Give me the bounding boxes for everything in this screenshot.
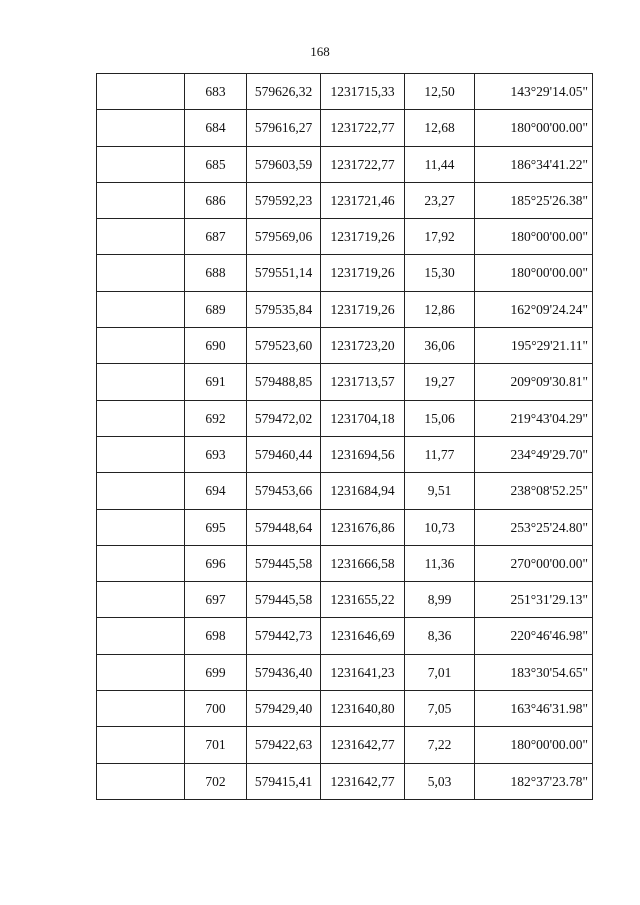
segment-length-cell: 12,68	[405, 110, 475, 146]
point-number-cell: 688	[185, 255, 247, 291]
blank-cell	[97, 328, 185, 364]
y-coordinate-cell: 1231713,57	[321, 364, 405, 400]
direction-angle-cell: 162°09'24.24"	[475, 291, 593, 327]
direction-angle-cell: 186°34'41.22"	[475, 146, 593, 182]
segment-length-cell: 11,77	[405, 436, 475, 472]
table-row	[97, 545, 593, 581]
blank-cell	[97, 545, 185, 581]
x-coordinate-cell: 579616,27	[247, 110, 321, 146]
x-coordinate-cell: 579535,84	[247, 291, 321, 327]
blank-cell	[97, 400, 185, 436]
blank-cell	[97, 255, 185, 291]
direction-angle-cell: 209°09'30.81"	[475, 364, 593, 400]
table-row	[97, 182, 593, 218]
blank-cell	[97, 74, 185, 110]
page-number: 168	[310, 44, 330, 59]
direction-angle-cell: 219°43'04.29"	[475, 400, 593, 436]
segment-length-cell: 7,22	[405, 727, 475, 763]
direction-angle-cell: 238°08'52.25"	[475, 473, 593, 509]
blank-cell	[97, 763, 185, 799]
y-coordinate-cell: 1231722,77	[321, 110, 405, 146]
segment-length-cell: 11,36	[405, 545, 475, 581]
y-coordinate-cell: 1231722,77	[321, 146, 405, 182]
point-number-cell: 691	[185, 364, 247, 400]
blank-cell	[97, 146, 185, 182]
point-number-cell: 686	[185, 182, 247, 218]
segment-length-cell: 8,36	[405, 618, 475, 654]
segment-length-cell: 19,27	[405, 364, 475, 400]
blank-cell	[97, 110, 185, 146]
direction-angle-cell: 251°31'29.13"	[475, 582, 593, 618]
x-coordinate-cell: 579592,23	[247, 182, 321, 218]
segment-length-cell: 8,99	[405, 582, 475, 618]
segment-length-cell: 7,01	[405, 654, 475, 690]
point-number-cell: 692	[185, 400, 247, 436]
direction-angle-cell: 180°00'00.00"	[475, 219, 593, 255]
segment-length-cell: 36,06	[405, 328, 475, 364]
x-coordinate-cell: 579472,02	[247, 400, 321, 436]
point-number-cell: 693	[185, 436, 247, 472]
y-coordinate-cell: 1231715,33	[321, 74, 405, 110]
table-row	[97, 219, 593, 255]
y-coordinate-cell: 1231719,26	[321, 255, 405, 291]
y-coordinate-cell: 1231694,56	[321, 436, 405, 472]
blank-cell	[97, 582, 185, 618]
table-row	[97, 255, 593, 291]
table-row	[97, 582, 593, 618]
segment-length-cell: 15,06	[405, 400, 475, 436]
direction-angle-cell: 180°00'00.00"	[475, 255, 593, 291]
y-coordinate-cell: 1231666,58	[321, 545, 405, 581]
x-coordinate-cell: 579551,14	[247, 255, 321, 291]
table-row	[97, 110, 593, 146]
x-coordinate-cell: 579488,85	[247, 364, 321, 400]
y-coordinate-cell: 1231723,20	[321, 328, 405, 364]
x-coordinate-cell: 579442,73	[247, 618, 321, 654]
x-coordinate-cell: 579603,59	[247, 146, 321, 182]
point-number-cell: 696	[185, 545, 247, 581]
direction-angle-cell: 253°25'24.80"	[475, 509, 593, 545]
blank-cell	[97, 654, 185, 690]
x-coordinate-cell: 579448,64	[247, 509, 321, 545]
segment-length-cell: 9,51	[405, 473, 475, 509]
segment-length-cell: 17,92	[405, 219, 475, 255]
y-coordinate-cell: 1231646,69	[321, 618, 405, 654]
table-row	[97, 691, 593, 727]
point-number-cell: 702	[185, 763, 247, 799]
blank-cell	[97, 291, 185, 327]
y-coordinate-cell: 1231642,77	[321, 763, 405, 799]
table-row	[97, 473, 593, 509]
direction-angle-cell: 270°00'00.00"	[475, 545, 593, 581]
blank-cell	[97, 219, 185, 255]
blank-cell	[97, 509, 185, 545]
blank-cell	[97, 364, 185, 400]
blank-cell	[97, 691, 185, 727]
point-number-cell: 695	[185, 509, 247, 545]
point-number-cell: 699	[185, 654, 247, 690]
table-row	[97, 436, 593, 472]
segment-length-cell: 15,30	[405, 255, 475, 291]
table-row	[97, 74, 593, 110]
blank-cell	[97, 618, 185, 654]
y-coordinate-cell: 1231640,80	[321, 691, 405, 727]
segment-length-cell: 5,03	[405, 763, 475, 799]
direction-angle-cell: 195°29'21.11"	[475, 328, 593, 364]
coordinates-table-body	[97, 74, 593, 800]
blank-cell	[97, 182, 185, 218]
direction-angle-cell: 180°00'00.00"	[475, 110, 593, 146]
x-coordinate-cell: 579460,44	[247, 436, 321, 472]
y-coordinate-cell: 1231655,22	[321, 582, 405, 618]
blank-cell	[97, 436, 185, 472]
segment-length-cell: 10,73	[405, 509, 475, 545]
x-coordinate-cell: 579626,32	[247, 74, 321, 110]
x-coordinate-cell: 579523,60	[247, 328, 321, 364]
table-row	[97, 654, 593, 690]
point-number-cell: 689	[185, 291, 247, 327]
y-coordinate-cell: 1231721,46	[321, 182, 405, 218]
point-number-cell: 683	[185, 74, 247, 110]
y-coordinate-cell: 1231684,94	[321, 473, 405, 509]
direction-angle-cell: 163°46'31.98"	[475, 691, 593, 727]
point-number-cell: 697	[185, 582, 247, 618]
table-row	[97, 763, 593, 799]
x-coordinate-cell: 579415,41	[247, 763, 321, 799]
direction-angle-cell: 182°37'23.78"	[475, 763, 593, 799]
table-row	[97, 146, 593, 182]
point-number-cell: 694	[185, 473, 247, 509]
point-number-cell: 690	[185, 328, 247, 364]
point-number-cell: 698	[185, 618, 247, 654]
y-coordinate-cell: 1231719,26	[321, 291, 405, 327]
segment-length-cell: 12,86	[405, 291, 475, 327]
direction-angle-cell: 143°29'14.05"	[475, 74, 593, 110]
blank-cell	[97, 473, 185, 509]
point-number-cell: 685	[185, 146, 247, 182]
table-row	[97, 328, 593, 364]
point-number-cell: 687	[185, 219, 247, 255]
x-coordinate-cell: 579429,40	[247, 691, 321, 727]
coordinates-table	[96, 73, 593, 800]
direction-angle-cell: 234°49'29.70"	[475, 436, 593, 472]
y-coordinate-cell: 1231641,23	[321, 654, 405, 690]
segment-length-cell: 11,44	[405, 146, 475, 182]
table-row	[97, 400, 593, 436]
x-coordinate-cell: 579436,40	[247, 654, 321, 690]
table-row	[97, 291, 593, 327]
segment-length-cell: 23,27	[405, 182, 475, 218]
direction-angle-cell: 220°46'46.98"	[475, 618, 593, 654]
table-row	[97, 509, 593, 545]
segment-length-cell: 12,50	[405, 74, 475, 110]
x-coordinate-cell: 579422,63	[247, 727, 321, 763]
y-coordinate-cell: 1231719,26	[321, 219, 405, 255]
y-coordinate-cell: 1231642,77	[321, 727, 405, 763]
direction-angle-cell: 183°30'54.65"	[475, 654, 593, 690]
point-number-cell: 700	[185, 691, 247, 727]
x-coordinate-cell: 579453,66	[247, 473, 321, 509]
table-row	[97, 618, 593, 654]
point-number-cell: 701	[185, 727, 247, 763]
y-coordinate-cell: 1231676,86	[321, 509, 405, 545]
blank-cell	[97, 727, 185, 763]
direction-angle-cell: 180°00'00.00"	[475, 727, 593, 763]
direction-angle-cell: 185°25'26.38"	[475, 182, 593, 218]
x-coordinate-cell: 579569,06	[247, 219, 321, 255]
y-coordinate-cell: 1231704,18	[321, 400, 405, 436]
x-coordinate-cell: 579445,58	[247, 545, 321, 581]
segment-length-cell: 7,05	[405, 691, 475, 727]
table-row	[97, 727, 593, 763]
x-coordinate-cell: 579445,58	[247, 582, 321, 618]
point-number-cell: 684	[185, 110, 247, 146]
table-row	[97, 364, 593, 400]
